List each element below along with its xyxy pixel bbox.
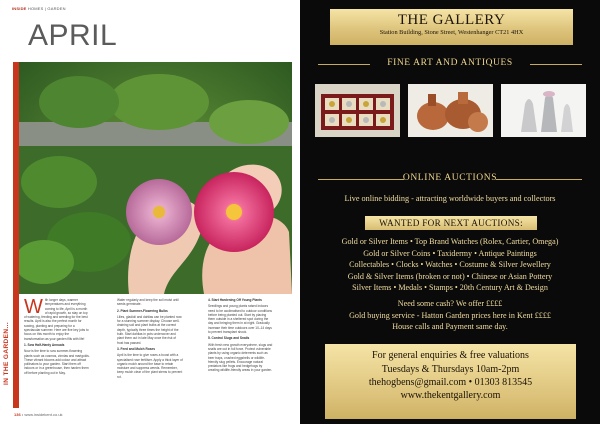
website-link[interactable]: www.thekentgallery.com (400, 390, 501, 401)
running-head-brand: INSIDE (12, 6, 27, 11)
subhead: 3. Feed and Mulch Roses (117, 346, 156, 351)
online-auctions-heading: ONLINE AUCTIONS (318, 174, 582, 184)
cash-line: Gold buying service - Hatton Garden prices here in Kent ££££ (349, 310, 551, 320)
hands-holding-dahlias-image (19, 62, 292, 294)
wanted-item-line: Silver Items • Medals • Stamps • 20th Century Art & Design (352, 283, 548, 292)
tagline: Live online bidding - attracting worldwide buyers and collectors (344, 194, 556, 203)
gallery-header-box (330, 9, 573, 45)
page-number: 136 (14, 412, 21, 417)
gallery-advert (300, 0, 600, 424)
leaf (21, 156, 97, 208)
antiques-photos (315, 84, 586, 137)
article-column-2 (117, 298, 183, 381)
leaf (209, 100, 289, 144)
dahlia-centre (153, 206, 165, 218)
article-column-3 (208, 298, 274, 375)
running-head (12, 6, 66, 11)
body-text: With fresh new growth everywhere, slugs and snails are out in full force. Protect vulnerable plants by using organic deterrents such as beer traps, crushed eggshells or wildlife-friendly slug pellets. Encourage natural predators like frogs and hedgehogs by creating wildlife-friendly areas in your garden. (208, 342, 273, 373)
wanted-banner: WANTED FOR NEXT AUCTIONS: (365, 216, 537, 230)
enquiries-line: For general enquiries & free valuations (372, 350, 529, 361)
wanted-items-list (300, 236, 600, 294)
page-title: APRIL (28, 19, 118, 52)
side-accent-bar (13, 62, 19, 408)
subhead: 4. Start Hardening Off Young Plants (208, 298, 262, 302)
leaf (109, 74, 209, 130)
fine-art-heading: FINE ART AND ANTIQUES (318, 59, 582, 69)
leaf (39, 76, 119, 128)
subhead: 5. Control Slugs and Snails (208, 336, 250, 341)
subhead: 2. Plant Summer-Flowering Bulbs (117, 308, 168, 313)
wanted-item-line: Gold & Silver Items (broken or not) • Chinese or Asian Pottery (347, 271, 553, 281)
body-text: April is the time to give roses a boost with a specialised rose fertiliser. Apply a thick layer of organic mulch around the base to retain moisture and suppress weeds. Remember, keep mulch clear of the plant stems to prevent rot. (117, 353, 183, 379)
dahlia-centre (226, 204, 242, 220)
body-text: Lilies, gladioli and dahlias can be planted now for a stunning summer display. Choose well-draining soil and plant bulbs at the correct depth, typically three times the height of the bulb. Start dahlias in pots undercover and plant them out in late May once the risk of frost has passed. (117, 314, 182, 345)
jewellery-case-photo (315, 84, 400, 137)
body-text: Seedlings and young plants raised indoors need to be acclimatised to outdoor conditions before being planted out. Start by placing them outside in a sheltered spot during the day and bringing them in at night. Gradually increase their time outdoors over 10–14 days to prevent transplant shock. (208, 304, 272, 335)
dropcap: W (24, 296, 43, 318)
gallery-address: Station Building, Stone Street, Westenhanger CT21 4HX (379, 29, 524, 36)
wanted-item-line: Collectables • Clocks • Watches • Costume & Silver Jewellery (349, 260, 551, 269)
email-phone: thehogbens@gmail.com • 01303 813545 (368, 377, 533, 388)
body-text: Water regularly and keep the soil moist until seeds germinate. (117, 298, 179, 307)
copper-objects-photo (408, 84, 493, 137)
intro-paragraph: With longer days, warmer temperatures and everything coming to life, April is a month of rapid growth, so stay on top of watering, feeding and weeding for the best results. April is also the perfect month for sowing, planting and preparing for a spectacular summer. Here are five key jobs to focus on this month to enjoy the transformation as your garden fills with life! (24, 296, 89, 341)
silver-vases-photo (501, 84, 586, 137)
cash-line: Need some cash? We offer ££££ (397, 299, 503, 308)
footer-website: www.insidekent.co.uk (24, 412, 63, 417)
gallery-name: THE GALLERY (397, 12, 506, 28)
contact-box (325, 344, 576, 419)
body-text: Now is the time to sow summer-flowering plants such as cosmos, zinnias and marigolds. These vibrant blooms add colour and attract pollinators to your garden. Start them off indoors or in a greenhouse, then harden them off before planting out in May. (24, 349, 90, 375)
wanted-item-line: Gold or Silver Coins • Taxidermy • Antique Paintings (363, 248, 537, 258)
section-label: IN THE GARDEN... (3, 321, 10, 385)
flower-photo (19, 62, 292, 294)
cash-line: House calls and Payment same day. (392, 322, 508, 331)
article-column-1 (24, 298, 90, 377)
opening-hours: Tuesdays & Thursdays 10am-2pm (381, 364, 520, 375)
running-head-section: HOMES | GARDEN (27, 6, 66, 11)
cash-offer (300, 298, 600, 333)
subhead: 1. Sow Half-Hardy Annuals (24, 342, 65, 347)
wanted-item-line: Gold or Silver Items • Top Brand Watches (Rolex, Cartier, Omega) (341, 237, 559, 246)
page-footer: 136 • www.insidekent.co.uk (14, 412, 63, 417)
